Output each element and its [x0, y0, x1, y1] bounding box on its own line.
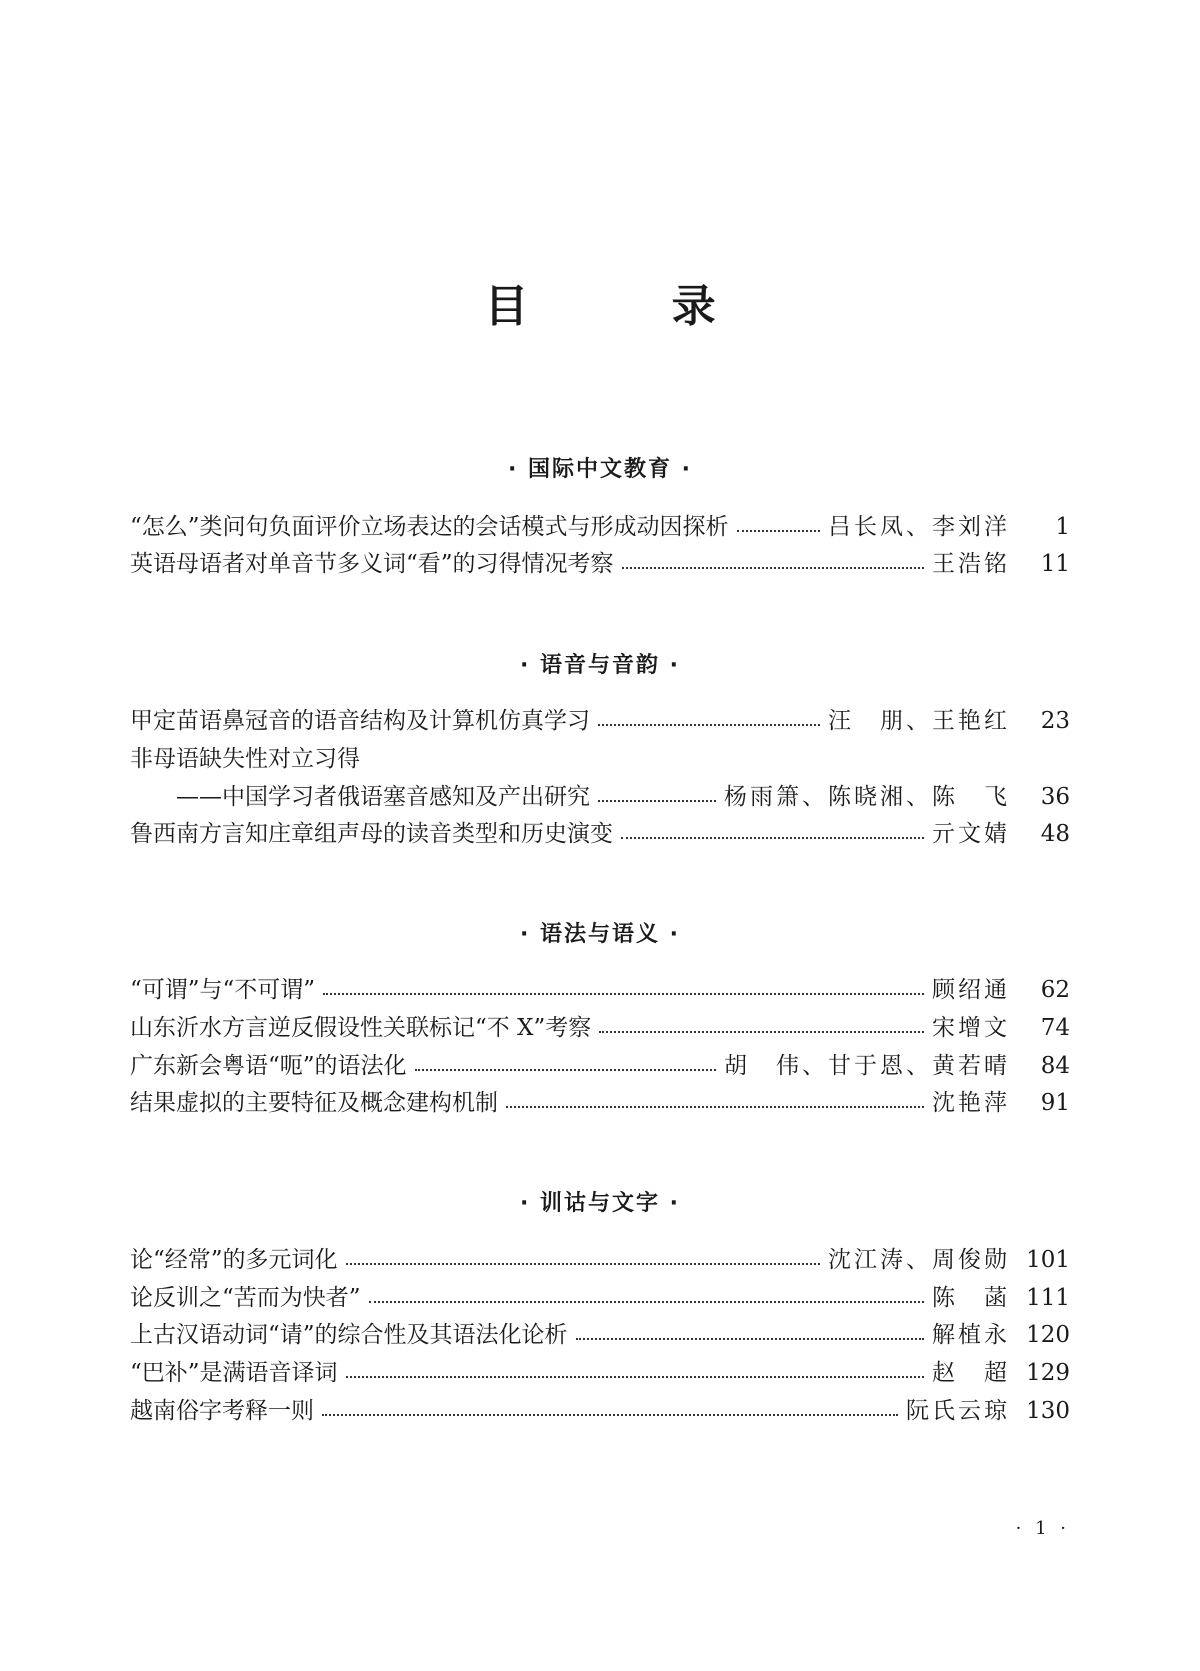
entry-author: 亓文婧 — [932, 821, 1010, 847]
dot-leader — [506, 1106, 924, 1108]
entry-author: 汪 朋、王艳红 — [828, 708, 1010, 734]
section-heading: · 语音与音韵 · — [519, 653, 681, 678]
entry-author: 宋增文 — [932, 1015, 1010, 1041]
entry-author: 陈 菡 — [932, 1285, 1010, 1311]
entry-page: 1 — [1055, 514, 1070, 540]
entry-title: 越南俗字考释一则 — [130, 1398, 314, 1424]
entry-page: 129 — [1026, 1360, 1070, 1386]
section-heading: · 训诂与文字 · — [519, 1191, 681, 1216]
dot-leader — [576, 1338, 924, 1340]
toc-entry[interactable] — [130, 1086, 1070, 1120]
dot-leader — [622, 567, 924, 569]
entry-title: 结果虚拟的主要特征及概念建构机制 — [130, 1090, 498, 1116]
entry-author: 顾绍通 — [932, 977, 1010, 1003]
entry-title: “可谓”与“不可谓” — [130, 977, 316, 1003]
entry-title: 鲁西南方言知庄章组声母的读音类型和历史演变 — [130, 821, 613, 847]
toc-entry[interactable] — [130, 1394, 1070, 1428]
dot-leader — [415, 1069, 716, 1071]
dot-leader — [322, 1414, 898, 1416]
entry-page: 11 — [1040, 551, 1070, 577]
dot-leader — [346, 1376, 924, 1378]
toc-entry[interactable] — [130, 780, 1070, 814]
dot-leader — [621, 837, 924, 839]
toc-entry[interactable] — [130, 1318, 1070, 1352]
entry-page: 91 — [1040, 1090, 1070, 1116]
entry-author: 阮氏云琼 — [906, 1398, 1010, 1424]
entry-page: 48 — [1040, 821, 1070, 847]
entry-page: 111 — [1026, 1285, 1070, 1311]
dot-leader — [598, 724, 820, 726]
entry-author: 沈艳萍 — [932, 1090, 1010, 1116]
entry-subtitle: ——中国学习者俄语塞音感知及产出研究 — [176, 784, 590, 810]
dot-leader — [346, 1263, 820, 1265]
toc-entry[interactable] — [130, 817, 1070, 851]
entry-title: 甲定苗语鼻冠音的语音结构及计算机仿真学习 — [130, 708, 590, 734]
entry-title: 广东新会粤语“呃”的语法化 — [130, 1053, 407, 1079]
entry-title-line1[interactable]: 非母语缺失性对立习得 — [130, 746, 360, 772]
toc-entry[interactable] — [130, 1243, 1070, 1277]
dot-leader — [369, 1301, 924, 1303]
toc-entry[interactable] — [130, 704, 1070, 738]
entry-author: 解植永 — [932, 1322, 1010, 1348]
entry-title: “怎么”类问句负面评价立场表达的会话模式与形成动因探析 — [130, 514, 729, 540]
toc-entry[interactable] — [130, 1356, 1070, 1390]
dot-leader — [323, 993, 924, 995]
entry-title: 英语母语者对单音节多义词“看”的习得情况考察 — [130, 551, 614, 577]
entry-author: 胡 伟、甘于恩、黄若晴 — [724, 1053, 1010, 1079]
toc-entry[interactable] — [130, 973, 1070, 1007]
entry-page: 120 — [1026, 1322, 1070, 1348]
entry-title: 论反训之“苦而为快者” — [130, 1285, 361, 1311]
dot-leader — [599, 1031, 924, 1033]
entry-page: 23 — [1040, 708, 1070, 734]
toc-entry[interactable] — [130, 1011, 1070, 1045]
entry-title: 上古汉语动词“请”的综合性及其语法化论析 — [130, 1322, 568, 1348]
entry-page: 62 — [1040, 977, 1070, 1003]
entry-page: 130 — [1026, 1398, 1070, 1424]
entry-title: 山东沂水方言逆反假设性关联标记“不 X”考察 — [130, 1015, 592, 1041]
toc-entry[interactable] — [130, 1049, 1070, 1083]
toc-entry[interactable] — [130, 1281, 1070, 1315]
entry-author: 赵 超 — [932, 1360, 1010, 1386]
entry-title: “巴补”是满语音译词 — [130, 1360, 338, 1386]
entry-author: 王浩铭 — [932, 551, 1010, 577]
entry-page: 36 — [1040, 784, 1070, 810]
entry-page: 74 — [1040, 1015, 1070, 1041]
toc-entry[interactable] — [130, 510, 1070, 544]
entry-author: 沈江涛、周俊勋 — [828, 1247, 1010, 1273]
page-number: · 1 · — [1015, 1518, 1070, 1539]
entry-author: 吕长凤、李刘洋 — [828, 514, 1010, 540]
entry-page: 84 — [1040, 1053, 1070, 1079]
entry-page: 101 — [1026, 1247, 1070, 1273]
dot-leader — [737, 530, 820, 532]
toc-entry[interactable] — [130, 547, 1070, 581]
entry-title: 论“经常”的多元词化 — [130, 1247, 338, 1273]
section-heading: · 语法与语义 · — [519, 922, 681, 947]
page-title: 目 录 — [484, 281, 780, 332]
section-heading: · 国际中文教育 · — [507, 457, 693, 482]
entry-author: 杨雨箫、陈晓湘、陈 飞 — [724, 784, 1010, 810]
dot-leader — [598, 800, 716, 802]
